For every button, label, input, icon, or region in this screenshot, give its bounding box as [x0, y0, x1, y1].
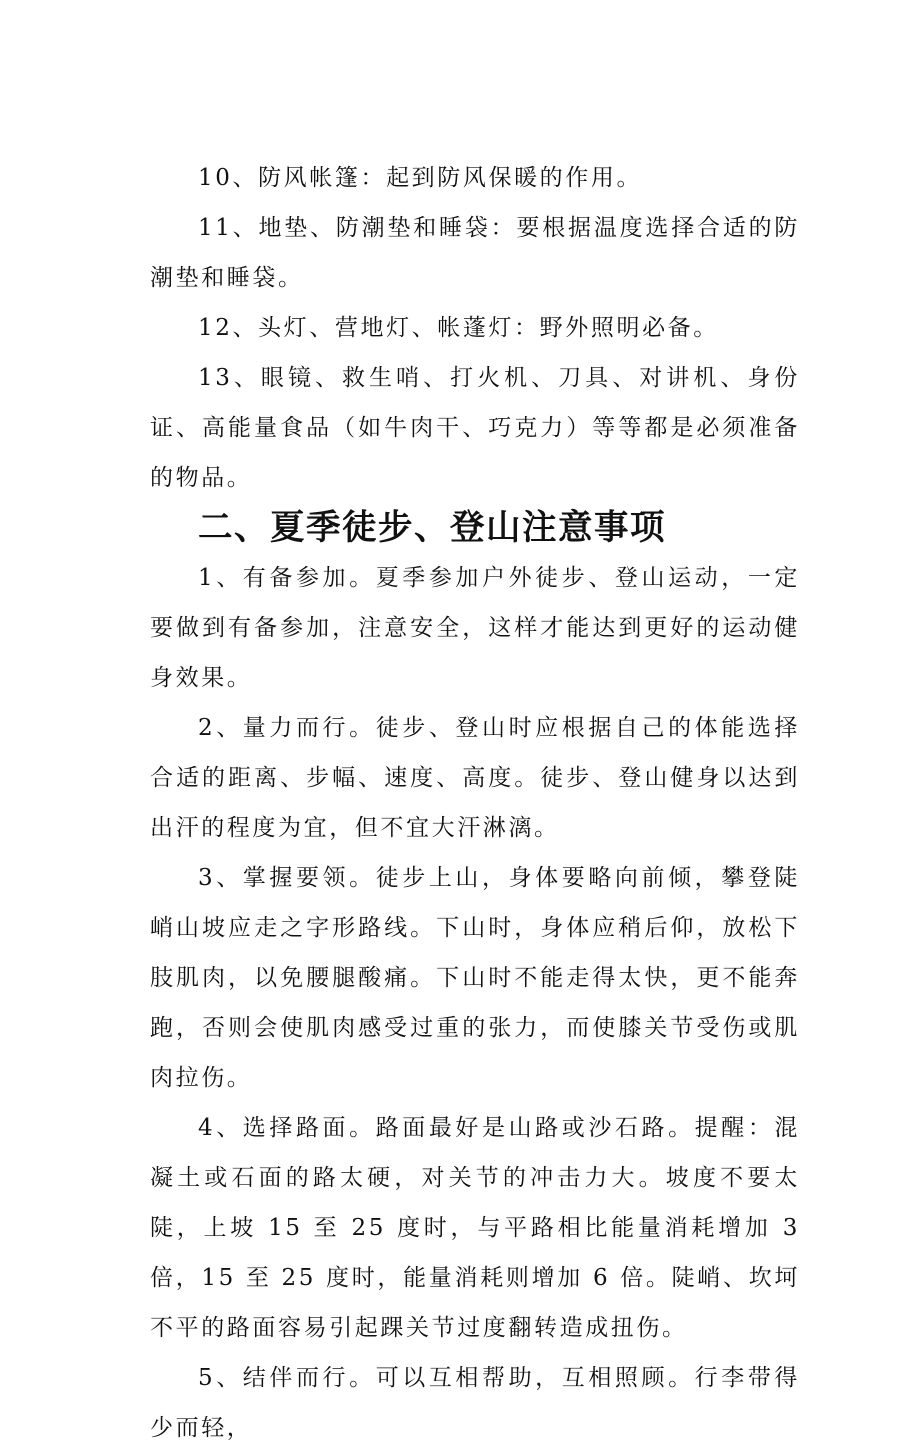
tip-technique: 3、掌握要领。徒步上山，身体要略向前倾，攀登陡峭山坡应走之字形路线。下山时，身体应稍后仰，放松下肢肌肉，以免腰腿酸痛。下山时不能走得太快，更不能奔跑，否则会使肌肉感受过重的张力，而使膝关节受伤或肌肉拉伤。	[150, 865, 800, 1091]
list-item-misc-supplies: 13、眼镜、救生哨、打火机、刀具、对讲机、身份证、高能量食品（如牛肉干、巧克力）等等都是必须准备的物品。	[150, 365, 800, 491]
list-item-lights: 12、头灯、营地灯、帐蓬灯：野外照明必备。	[198, 315, 719, 341]
tip-be-prepared: 1、有备参加。夏季参加户外徒步、登山运动，一定要做到有备参加，注意安全，这样才能达到更好的运动健身效果。	[150, 565, 800, 691]
document-page	[150, 153, 800, 1453]
tip-within-ability: 2、量力而行。徒步、登山时应根据自己的体能选择合适的距离、步幅、速度、高度。徒步、登山健身以达到出汗的程度为宜，但不宜大汗淋漓。	[150, 715, 800, 841]
list-item-sleeping-gear: 11、地垫、防潮垫和睡袋：要根据温度选择合适的防潮垫和睡袋。	[150, 215, 800, 291]
tip-road-surface: 4、选择路面。路面最好是山路或沙石路。提醒：混凝土或石面的路太硬，对关节的冲击力大。坡度不要太陡，上坡 15 至 25 度时，与平路相比能量消耗增加 3 倍，15 至 25 度时，能量消耗则增加 6 倍。陡峭、坎坷不平的路面容易引起踝关节过度翻转造成扭伤。	[150, 1115, 800, 1341]
section-heading: 二、夏季徒步、登山注意事项	[198, 508, 666, 548]
list-item-tent: 10、防风帐篷：起到防风保暖的作用。	[198, 165, 643, 191]
tip-go-together: 5、结伴而行。可以互相帮助，互相照顾。行李带得少而轻，	[150, 1365, 800, 1441]
